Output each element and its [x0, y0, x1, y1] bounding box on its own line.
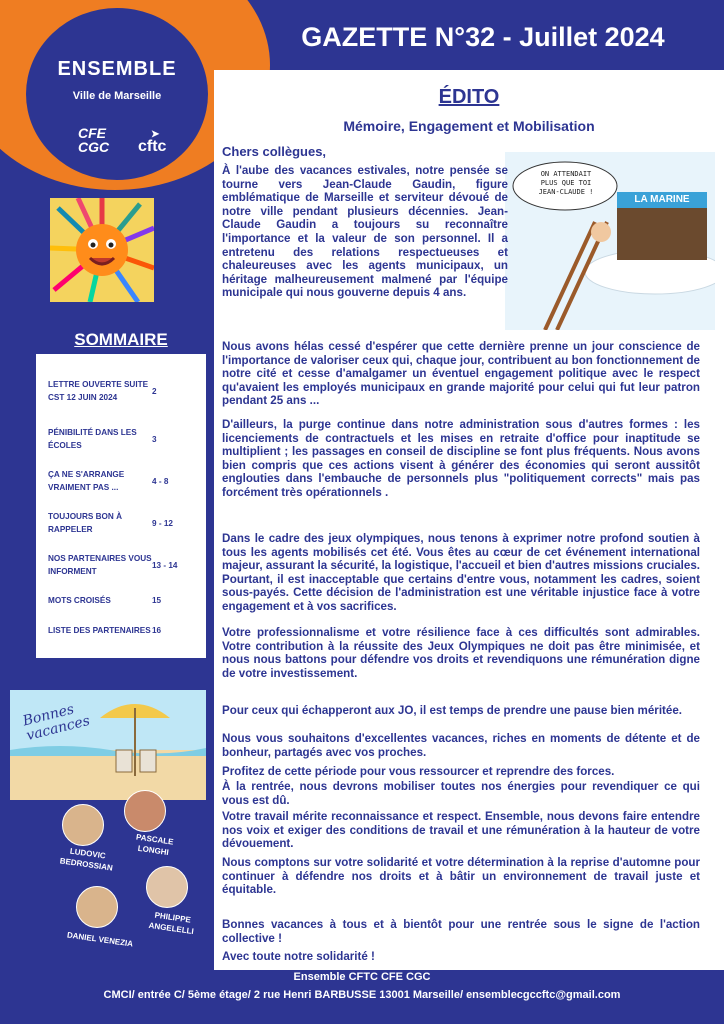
footer	[0, 968, 724, 1004]
toc-item[interactable]	[48, 510, 204, 536]
toc-item[interactable]	[48, 378, 204, 404]
toc-item[interactable]	[48, 426, 204, 452]
toc-item[interactable]	[48, 552, 204, 578]
toc-label: TOUJOURS BON À RAPPELER	[48, 512, 122, 534]
toc-label: LISTE DES PARTENAIRES	[48, 626, 151, 636]
toc-page: 13 - 14	[152, 560, 178, 570]
paragraph: Nous comptons sur votre solidarité et votre détermination à la reprise d'automne pour continuer à défendre nos droits et à bâtir un environnement de travail juste et équitable.	[222, 856, 700, 897]
paragraph: Nous vous souhaitons d'excellentes vacances, riches en moments de détente et de bonheur, partagés avec vos proches.	[222, 732, 700, 759]
edito-subtitle: Mémoire, Engagement et Mobilisation	[343, 118, 595, 134]
person-name: LUDOVIC BEDROSSIAN	[59, 846, 114, 873]
paragraph: Votre professionnalisme et votre résilience face à ces difficultés sont admirables. Votre contribution à la réussite des Jeux Olympiques ne doit pas être minimisée, et nous nous battons pour défendre vos droits et revendiquons une rémunération digne de votre investissement.	[222, 626, 700, 680]
sun-illustration-icon	[50, 198, 154, 302]
paragraph: À la rentrée, nous devrons mobiliser toutes nos énergies pour revendiquer ce qui vous est dû.	[222, 780, 700, 807]
toc-item[interactable]	[48, 468, 204, 494]
brand-subtitle: Ville de Marseille	[72, 90, 162, 102]
cftc-logo	[138, 129, 167, 156]
toc-page: 16	[152, 626, 162, 636]
toc-page: 4 - 8	[152, 476, 169, 486]
greeting: Chers collègues,	[222, 144, 327, 159]
cartoon-illustration	[505, 152, 715, 330]
gazette-title: GAZETTE N°32 - Juillet 2024	[301, 22, 665, 52]
person-name: PASCALE LONGHI	[135, 832, 175, 858]
cfe-cgc-logo-text: CFE CGC	[78, 125, 110, 155]
toc-page: 15	[152, 596, 162, 606]
paragraph: D'ailleurs, la purge continue dans notre administration sous d'autres formes : les licenciements de contractuels et les mises en retraite d'office pour inaptitude se multiplient ; les passages en conseil de discipline se font plus fréquents. Nous avons bien compris que ces actions visent à générer des économies qui seront aussitôt englouties dans l'embauche de personnels plus "politiquement corrects" mais pas forcément très opérationnels .	[222, 418, 700, 499]
toc-item[interactable]	[48, 594, 204, 607]
toc-label: NOS PARTENAIRES VOUS INFORMENT	[48, 554, 152, 576]
toc-label: MOTS CROISÉS	[48, 596, 111, 606]
toc-item[interactable]	[48, 624, 204, 637]
avatar	[124, 790, 166, 832]
person-name: PHILIPPE ANGELELLI	[148, 910, 195, 937]
paragraph: Avec toute notre solidarité !	[222, 950, 375, 963]
sommaire-heading: SOMMAIRE	[74, 330, 168, 349]
toc-label: PÉNIBILITÉ DANS LES ÉCOLES	[48, 428, 137, 450]
bird-icon: ➤	[151, 129, 160, 140]
footer-address: CMCI/ entrée C/ 5ème étage/ 2 rue Henri BARBUSSE 13001 Marseille/ ensemblecgccftc@gmail.com	[103, 989, 621, 1001]
speech-bubble-text: ON ATTENDAIT PLUS QUE TOI JEAN-CLAUDE !	[538, 170, 594, 196]
bonnes-vacances-text: Bonnes vacances	[21, 701, 92, 745]
cartoon-sign: LA MARINE	[634, 194, 690, 205]
toc-label: LETTRE OUVERTE SUITE CST 12 JUIN 2024	[48, 380, 149, 402]
paragraph: À l'aube des vacances estivales, notre pensée se tourne vers Jean-Claude Gaudin, figure emblématique de Marseille et serviteur dévoué de notre ville pendant plusieurs décennies. Jean-Claude Gaudin a toujours su reconnaître l'importance et la valeur de son personnel. Il a entretenu des relations respectueuses et chaleureuses avec les agents municipaux, un héritage malheureusement malmené par l'équipe municipale qui nous gouverne depuis 4 ans.	[222, 164, 508, 300]
toc-page: 2	[152, 386, 157, 396]
beach-illustration-icon	[10, 690, 206, 800]
person-name: DANIEL VENEZIA	[66, 930, 134, 949]
toc-page: 9 - 12	[152, 518, 173, 528]
cftc-logo-text: cftc	[138, 138, 167, 155]
paragraph: Dans le cadre des jeux olympiques, nous tenons à exprimer notre profond soutien à tous les agents mobilisés cet été. Vous êtes au cœur de cet événement international majeur, assurant la sécurité, la logistique, l'accueil et bien d'autres missions cruciales. Pourtant, il est inacceptable que certains d'entre vous, notamment les cadres, soient sous-payés. Cette décision de l'administration est une véritable injustice face à votre engagement et à vos sacrifices.	[222, 532, 700, 613]
vacation-card	[10, 690, 206, 800]
paragraph: Profitez de cette période pour vous ressourcer et reprendre des forces.	[222, 765, 615, 778]
paragraph: Nous avons hélas cessé d'espérer que cette dernière prenne un jour conscience de l'importance de valoriser ceux qui, chaque jour, contribuent au bon fonctionnement de notre cité et cesse d'amalgamer un éventuel engagement politique avec le respect qu'avaient les employés municipaux en grande majorité pour celui qui fut leur patron pendant 25 ans ...	[222, 340, 700, 408]
footer-org: Ensemble CFTC CFE CGC	[293, 971, 431, 983]
cfe-cgc-logo	[78, 126, 116, 160]
paragraph: Pour ceux qui échapperont aux JO, il est temps de prendre une pause bien méritée.	[222, 704, 683, 717]
brand-title: ENSEMBLE	[57, 58, 177, 80]
avatar	[146, 866, 188, 908]
brand-badge	[26, 8, 208, 180]
edito-heading: ÉDITO	[438, 86, 500, 108]
paragraph: Bonnes vacances à tous et à bientôt pour une rentrée sous le signe de l'action collective !	[222, 918, 700, 945]
avatar	[62, 804, 104, 846]
avatar	[76, 886, 118, 928]
toc-page: 3	[152, 434, 157, 444]
toc-label: ÇA NE S'ARRANGE VRAIMENT PAS ...	[48, 470, 125, 492]
paragraph: Votre travail mérite reconnaissance et respect. Ensemble, nous devons faire entendre nos voix et exiger des conditions de travail et une rémunération à la hauteur de votre dévouement.	[222, 810, 700, 851]
table-of-contents	[36, 354, 206, 658]
